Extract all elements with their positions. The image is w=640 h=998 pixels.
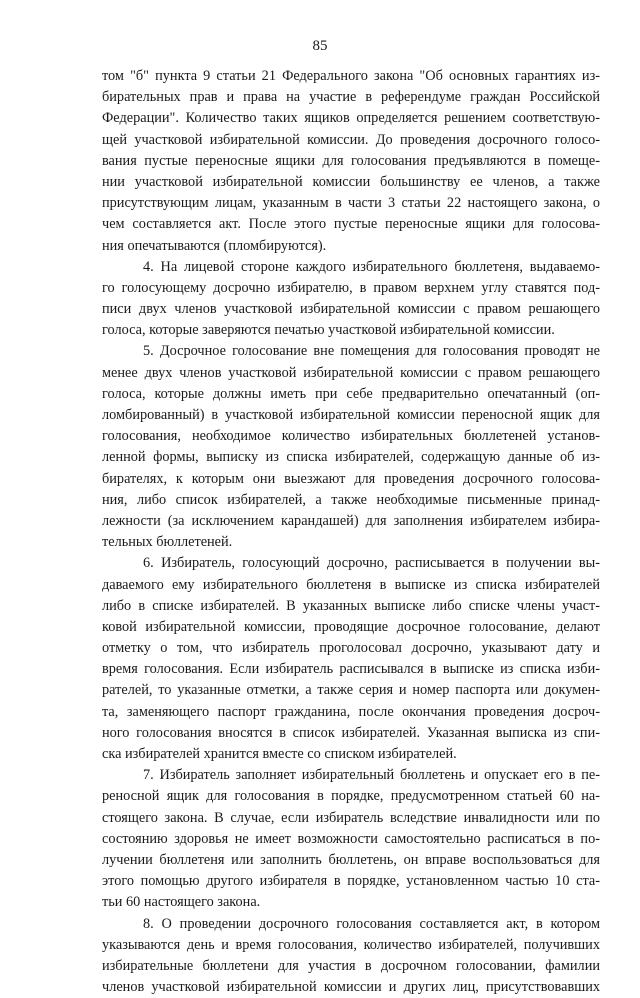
paragraph-5 [102, 341, 600, 553]
text-line: 4. На лицевой стороне каждого избирательного бюллетеня, выдаваемо- [102, 257, 600, 278]
text-line: 5. Досрочное голосование вне помещения для голосования проводят не [102, 341, 600, 362]
text-line: даваемого ему избирательного бюллетеня в выписке из списка избирателей [102, 575, 600, 596]
text-line: 8. О проведении досрочного голосования составляется акт, в котором [102, 914, 600, 935]
paragraph-4 [102, 257, 600, 342]
text-line: писи двух членов участковой избирательной комиссии с правом решающего [102, 299, 600, 320]
text-line: лучении бюллетеня или заполнить бюллетень, он вправе воспользоваться для [102, 850, 600, 871]
text-line: тельных бюллетеней. [102, 532, 600, 553]
text-line: членов участковой избирательной комиссии и других лиц, присутствовавших [102, 977, 600, 998]
text-line: ленной формы, выписку из списка избирателей, содержащую данные об из- [102, 447, 600, 468]
text-line: нии участковой избирательной комиссии большинству ее членов, а также [102, 172, 600, 193]
text-line: го голосующему досрочно избирателю, в правом верхнем углу ставятся под- [102, 278, 600, 299]
text-line: бирателях, к которым они выезжают для проведения досрочного голосова- [102, 469, 600, 490]
page-number: 85 [0, 38, 640, 55]
paragraph-continuation [102, 66, 600, 257]
text-line: ломбированный) в участковой избирательной комиссии переносной ящик для [102, 405, 600, 426]
text-line: рателей, то указанные отметки, а также серия и номер паспорта или докумен- [102, 680, 600, 701]
text-line: менее двух членов участковой избирательной комиссии с правом решающего [102, 363, 600, 384]
paragraph-6 [102, 553, 600, 765]
text-line: ска избирателей хранится вместе со списком избирателей. [102, 744, 600, 765]
text-line: 6. Избиратель, голосующий досрочно, расписывается в получении вы- [102, 553, 600, 574]
text-line: избирательные бюллетени для участия в досрочном голосовании, фамилии [102, 956, 600, 977]
text-line: ного голосования вносятся в список избирателей. Указанная выписка из спи- [102, 723, 600, 744]
text-line: 7. Избиратель заполняет избирательный бюллетень и опускает его в пе- [102, 765, 600, 786]
text-line: голоса, которые заверяются печатью участковой избирательной комиссии. [102, 320, 600, 341]
text-line: этого помощью другого избирателя в порядке, установленном частью 10 ста- [102, 871, 600, 892]
text-line: щей участковой избирательной комиссии. До проведения досрочного голосо- [102, 130, 600, 151]
text-line: та, заменяющего паспорт гражданина, после окончания проведения досроч- [102, 702, 600, 723]
paragraph-8 [102, 914, 600, 998]
text-line: отметку о том, что избиратель проголосовал досрочно, указывают дату и [102, 638, 600, 659]
text-line: чем составляется акт. После этого пустые переносные ящики для голосова- [102, 214, 600, 235]
text-line: указываются день и время голосования, количество избирателей, получивших [102, 935, 600, 956]
text-line: время голосования. Если избиратель расписывался в выписке из списка изби- [102, 659, 600, 680]
document-body [102, 66, 600, 998]
text-line: лежности (за исключением карандашей) для заполнения избирателем избира- [102, 511, 600, 532]
text-line: Федерации". Количество таких ящиков определяется решением соответствую- [102, 108, 600, 129]
text-line: вания пустые переносные ящики для голосования предъявляются в помеще- [102, 151, 600, 172]
text-line: ковой избирательной комиссии, проводящие досрочное голосование, делают [102, 617, 600, 638]
text-line: тьи 60 настоящего закона. [102, 892, 600, 913]
text-line: голоса, которые должны иметь при себе предварительно опечатанный (оп- [102, 384, 600, 405]
text-line: стоящего закона. В случае, если избиратель вследствие инвалидности или по [102, 808, 600, 829]
text-line: том "б" пункта 9 статьи 21 Федерального закона "Об основных гарантиях из- [102, 66, 600, 87]
paragraph-7 [102, 765, 600, 913]
text-line: ния опечатываются (пломбируются). [102, 236, 600, 257]
text-line: реносной ящик для голосования в порядке, предусмотренном статьей 60 на- [102, 786, 600, 807]
text-line: состоянию здоровья не имеет возможности самостоятельно расписаться в по- [102, 829, 600, 850]
text-line: голосования, необходимое количество избирательных бюллетеней установ- [102, 426, 600, 447]
text-line: либо в списке избирателей. В указанных выписке либо списке члены участ- [102, 596, 600, 617]
text-line: присутствующим лицам, указанным в части 3 статьи 22 настоящего закона, о [102, 193, 600, 214]
text-line: ния, либо список избирателей, а также необходимые письменные принад- [102, 490, 600, 511]
text-line: бирательных прав и права на участие в референдуме граждан Российской [102, 87, 600, 108]
